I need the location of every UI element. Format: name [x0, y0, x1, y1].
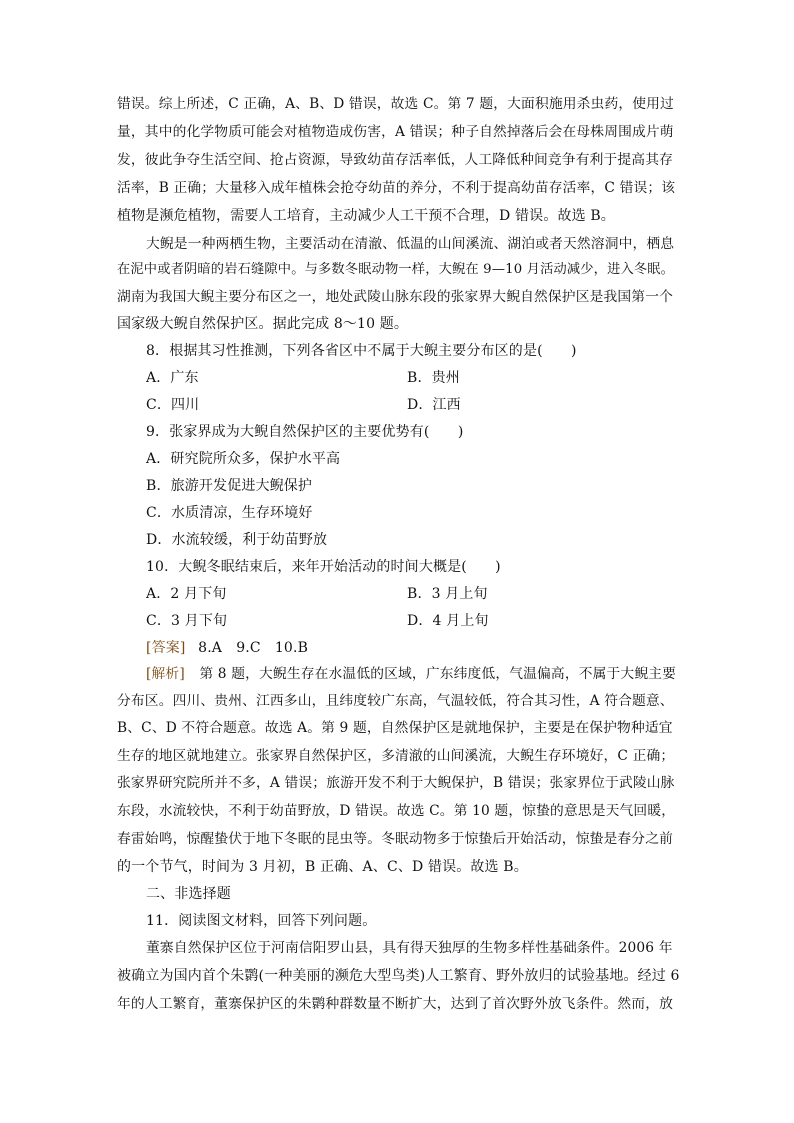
- question-10-stem: 10．大鲵冬眠结束后，来年开始活动的时间大概是( ): [146, 559, 501, 575]
- analysis-line: [146, 664, 676, 684]
- question-9-option-b: B．旅游开发促进大鲵保护: [146, 478, 313, 494]
- question-10-option-d: D．4 月上旬: [407, 613, 489, 629]
- text-line: 东段，水流较快，不利于幼苗野放，D 错误。故选 C。第 10 题，惊蛰的意思是天气回暖，: [117, 803, 676, 819]
- text-line: 植物是濒危植物，需要人工培育，主动减少人工干预不合理，D 错误。故选 B。: [117, 208, 615, 224]
- text-line: 大鲵是一种两栖生物，主要活动在清澈、低温的山间溪流、湖泊或者天然溶洞中，栖息: [146, 236, 675, 252]
- question-9-option-a: A．研究院所众多，保护水平高: [146, 451, 341, 467]
- question-8-option-d: D．江西: [407, 397, 461, 413]
- text-line: 量，其中的化学物质可能会对植物造成伤害，A 错误；种子自然掉落后会在母株周围成片萌: [117, 124, 674, 140]
- text-line: 湖南为我国大鲵主要分布区之一，地处武陵山脉东段的张家界大鲵自然保护区是我国第一个: [117, 289, 674, 305]
- question-8-option-b: B．贵州: [407, 370, 460, 386]
- text-line: 发，彼此争夺生活空间、抢占资源，导致幼苗存活率低，人工降低种间竞争有利于提高其存: [117, 152, 674, 168]
- text-line: 活率，B 正确；大量移入成年植株会抢夺幼苗的养分，不利于提高幼苗存活率，C 错误；该: [117, 180, 676, 196]
- text-line: 国家级大鲵自然保护区。据此完成 8～10 题。: [117, 316, 409, 332]
- analysis-first-text: 第 8 题，大鲵生存在水温低的区域，广东纬度低，气温偏高，不属于大鲵主要: [199, 666, 677, 682]
- text-line: 张家界研究院所并不多，A 错误；旅游开发不利于大鲵保护，B 错误；张家界位于武陵山脉: [117, 775, 675, 791]
- answer-text: 8.A 9.C 10.B: [198, 640, 309, 656]
- question-11-stem: 11．阅读图文材料，回答下列问题。: [146, 913, 377, 929]
- question-10-option-a: A．2 月下旬: [146, 586, 227, 602]
- text-line: 错误。综上所述，C 正确，A、B、D 错误，故选 C。第 7 题，大面积施用杀虫药，使用过: [117, 96, 674, 112]
- answer-tag: [答案]: [146, 640, 186, 656]
- question-9-stem: 9．张家界成为大鲵自然保护区的主要优势有( ): [146, 424, 464, 440]
- question-9-option-c: C．水质清凉，生存环境好: [146, 505, 313, 521]
- text-line: B、C、D 不符合题意。故选 A。第 9 题，自然保护区是就地保护，主要是在保护物种适宜: [117, 720, 673, 736]
- question-10-option-c: C．3 月下旬: [146, 613, 228, 629]
- question-9-option-d: D．水流较缓，利于幼苗野放: [146, 532, 328, 548]
- question-8-stem: 8．根据其习性推测，下列各省区中不属于大鲵主要分布区的是( ): [146, 343, 577, 359]
- text-line: 春雷始鸣，惊醒蛰伏于地下冬眠的昆虫等。冬眠动物多于惊蛰后开始活动，惊蛰是春分之前: [117, 831, 674, 847]
- question-10-option-b: B．3 月上旬: [407, 586, 488, 602]
- text-line: 生存的地区就地建立。张家界自然保护区，多清澈的山间溪流，大鲵生存环境好，C 正确；: [117, 748, 675, 764]
- analysis-tag: [解析]: [146, 666, 185, 682]
- question-8-option-c: C．四川: [146, 397, 200, 413]
- text-line: 的一个节气，时间为 3 月初，B 正确、A、C、D 错误。故选 B。: [117, 859, 528, 875]
- text-line: 在泥中或者阴暗的岩石缝隙中。与多数冬眠动物一样，大鲵在 9—10 月活动减少，进入冬眠。: [117, 262, 675, 277]
- text-line: 分布区。四川、贵州、江西多山，且纬度较广东高，气温较低，符合其习性，A 符合题意、: [117, 693, 674, 709]
- text-line: 年的人工繁育，董寨保护区的朱鹮种群数量不断扩大，达到了首次野外放飞条件。然而，放: [117, 996, 674, 1012]
- text-line: 董寨自然保护区位于河南信阳罗山县，具有得天独厚的生物多样性基础条件。2006 年: [146, 940, 673, 956]
- section-heading: 二、非选择题: [146, 886, 231, 902]
- answer-line: [146, 638, 308, 658]
- question-8-option-a: A．广东: [146, 370, 199, 386]
- text-line: 被确立为国内首个朱鹮(一种美丽的濒危大型鸟类)人工繁育、野外放归的试验基地。经过 6: [117, 968, 680, 984]
